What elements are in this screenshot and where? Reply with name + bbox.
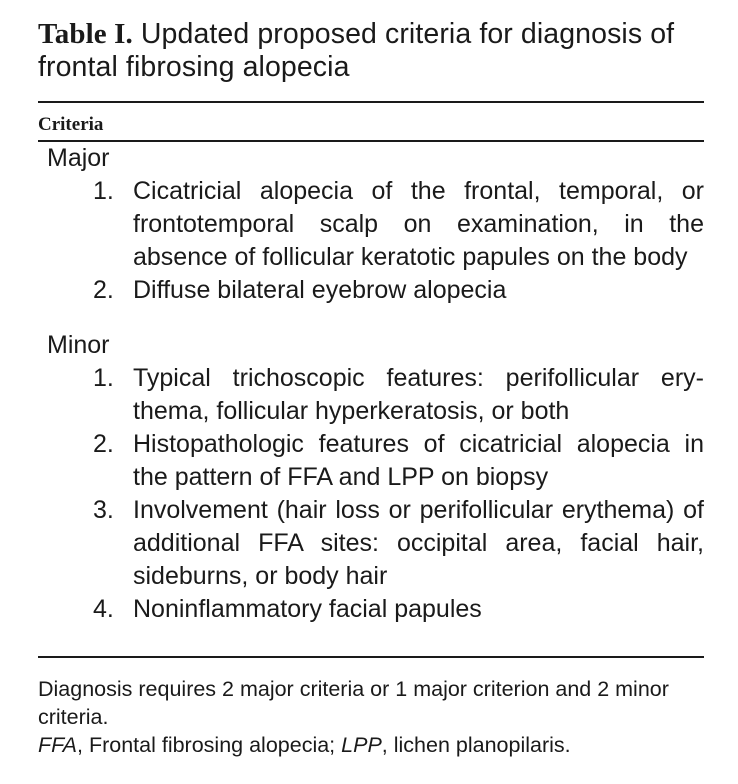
table-footnote — [38, 675, 704, 759]
criterion-number: 2. — [93, 276, 114, 304]
criterion-text: Typical trichoscopic features: perifollicular ery-thema, follicular hyperkeratosis, or both — [133, 364, 704, 425]
criterion-text: Histopathologic features of cicatricial alopecia in the pattern of FFA and LPP on biopsy — [133, 430, 704, 491]
criterion-number: 4. — [93, 595, 114, 623]
group-title-major: Major — [47, 144, 110, 172]
criterion-text: Cicatricial alopecia of the frontal, temporal, or frontotemporal scalp on examination, in the absence of follicular keratotic papules on the body — [133, 177, 704, 271]
footnote-abbreviations — [38, 731, 704, 759]
column-header-criteria: Criteria — [38, 114, 104, 135]
abbr-lpp-term: LPP — [341, 733, 382, 757]
abbr-lpp-definition: , lichen planopilaris. — [381, 733, 571, 757]
criterion-number: 1. — [93, 364, 114, 392]
criteria-group-minor — [47, 329, 704, 626]
criterion-text: Involvement (hair loss or perifollicular erythema) of additional FFA sites: occipital area, facial hair, sideburns, or body hair — [133, 496, 704, 590]
table-caption — [38, 18, 704, 84]
footnote-note: Diagnosis requires 2 major criteria or 1 major criterion and 2 minor criteria. — [38, 677, 669, 729]
criterion-number: 2. — [93, 430, 114, 458]
major-criterion-1 — [47, 175, 704, 274]
criterion-number: 3. — [93, 496, 114, 524]
criteria-group-major — [47, 142, 704, 307]
major-criterion-2 — [47, 274, 704, 307]
minor-criterion-4 — [47, 593, 704, 626]
table-container — [38, 0, 704, 759]
major-criteria-list — [47, 175, 704, 307]
table-label: Table I. — [38, 18, 133, 50]
minor-criterion-3 — [47, 494, 704, 593]
minor-criteria-list — [47, 362, 704, 626]
table-title: Updated proposed criteria for diagnosis of frontal fibrosing alopecia — [38, 18, 675, 83]
group-title-minor: Minor — [47, 331, 110, 359]
criterion-number: 1. — [93, 177, 114, 205]
minor-criterion-2 — [47, 428, 704, 494]
abbr-ffa-term: FFA — [38, 733, 78, 757]
criterion-text: Diffuse bilateral eyebrow alopecia — [133, 276, 507, 304]
bottom-rule — [38, 656, 704, 658]
minor-criterion-1 — [47, 362, 704, 428]
criterion-text: Noninflammatory facial papules — [133, 595, 482, 623]
abbr-ffa-definition: , Frontal fibrosing alopecia; — [77, 733, 342, 757]
